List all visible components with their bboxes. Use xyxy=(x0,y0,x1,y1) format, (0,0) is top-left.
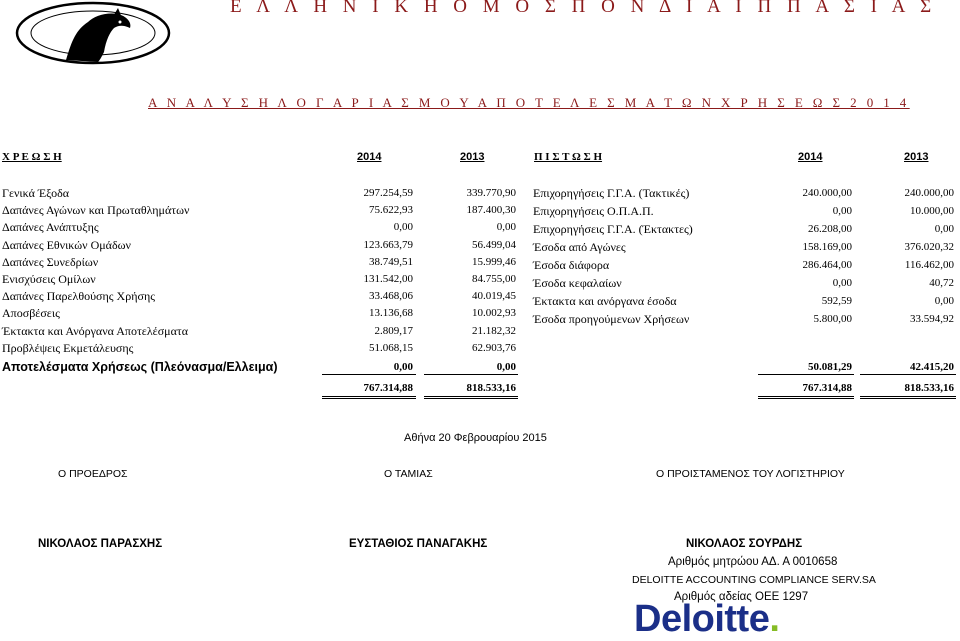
debit-row-2014: 13.136,68 xyxy=(369,307,413,319)
page-title: Ε Λ Λ Η Ν Ι Κ Η Ο Μ Ο Σ Π Ο Ν Δ Ι Α Ι Π Π Α Σ Ι Α Σ xyxy=(230,0,937,17)
debit-row-2014: 38.749,51 xyxy=(369,256,413,268)
debit-row-2013: 40.019,45 xyxy=(472,290,516,302)
credit-col-2014: 2014 xyxy=(798,151,823,163)
debit-total-2014: 767.314,88 xyxy=(363,382,413,394)
debit-row-2014: 75.622,93 xyxy=(369,204,413,216)
credit-row-label: Επιχορηγήσεις Ο.Π.Α.Π. xyxy=(533,204,654,218)
credit-row-2014: 0,00 xyxy=(832,205,852,217)
credit-result-2014: 50.081,29 xyxy=(808,361,852,373)
debit-row-2013: 21.182,32 xyxy=(472,325,516,337)
credit-result-rule-2013 xyxy=(860,374,956,375)
debit-col-2014: 2014 xyxy=(357,151,382,163)
credit-row-2013: 116.462,00 xyxy=(904,259,954,271)
credit-row-2013: 40,72 xyxy=(929,277,954,289)
debit-row-2013: 62.903,76 xyxy=(472,342,516,354)
credit-row-label: Έσοδα προηγούμενων Χρήσεων xyxy=(533,312,690,326)
debit-row-2013: 0,00 xyxy=(496,221,516,233)
credit-row-2014: 5.800,00 xyxy=(813,313,852,325)
debit-result-rule-2013 xyxy=(424,374,518,375)
debit-row-label: Δαπάνες Αγώνων και Πρωταθλημάτων xyxy=(2,203,190,217)
debit-total-double-rule-2014 xyxy=(322,396,416,399)
debit-row-label: Ενισχύσεις Ομίλων xyxy=(2,272,96,286)
credit-row-2013: 240.000,00 xyxy=(904,187,954,199)
credit-row-2013: 0,00 xyxy=(934,223,954,235)
credit-row-2013: 33.594,92 xyxy=(910,313,954,325)
debit-row-label: Δαπάνες Εθνικών Ομάδων xyxy=(2,238,131,252)
accountant-company: DELOITTE ACCOUNTING COMPLIANCE SERV.SA xyxy=(632,574,876,586)
debit-row-2014: 0,00 xyxy=(393,221,413,233)
debit-row-label: Γενικά Έξοδα xyxy=(2,186,70,200)
credit-row-label: Επιχορηγήσεις Γ.Γ.Α. (Τακτικές) xyxy=(533,186,690,200)
credit-row-label: Έσοδα διάφορα xyxy=(533,258,610,272)
debit-row-2014: 131.542,00 xyxy=(363,273,413,285)
name-president: ΝΙΚΟΛΑΟΣ ΠΑΡΑΣΧΗΣ xyxy=(38,538,163,550)
debit-total-2013: 818.533,16 xyxy=(466,382,516,394)
credit-row-2014: 240.000,00 xyxy=(802,187,852,199)
debit-row-label: Προβλέψεις Εκμετάλευσης xyxy=(2,341,134,355)
name-treasurer: ΕΥΣΤΑΘΙΟΣ ΠΑΝΑΓΑΚΗΣ xyxy=(349,538,488,550)
credit-row-2014: 0,00 xyxy=(832,277,852,289)
credit-row-label: Έσοδα από Αγώνες xyxy=(533,240,626,254)
debit-row-2014: 2.809,17 xyxy=(374,325,413,337)
credit-row-2013: 376.020,32 xyxy=(904,241,954,253)
role-accountant: Ο ΠΡΟΙΣΤΑΜΕΝΟΣ ΤΟΥ ΛΟΓΙΣΤΗΡΙΟΥ xyxy=(656,468,845,480)
role-treasurer: Ο ΤΑΜΙΑΣ xyxy=(384,468,433,480)
credit-total-double-rule-2014 xyxy=(758,396,854,399)
debit-result-rule-2014 xyxy=(322,374,416,375)
credit-row-2014: 158.169,00 xyxy=(802,241,852,253)
credit-row-2013: 10.000,00 xyxy=(910,205,954,217)
debit-row-2014: 297.254,59 xyxy=(363,187,413,199)
credit-total-2013: 818.533,16 xyxy=(904,382,954,394)
debit-row-2013: 84.755,00 xyxy=(472,273,516,285)
debit-row-2014: 123.663,79 xyxy=(363,239,413,251)
debit-result-2013: 0,00 xyxy=(496,361,516,373)
accountant-license: Αριθμός αδείας ΟΕΕ 1297 xyxy=(674,591,809,603)
deloitte-logo-text: Deloitte. xyxy=(634,598,780,640)
debit-row-2013: 10.002,93 xyxy=(472,307,516,319)
role-president: Ο ΠΡΟΕΔΡΟΣ xyxy=(58,468,128,480)
deloitte-dot: . xyxy=(769,598,780,640)
credit-row-label: Έκτακτα και ανόργανα έσοδα xyxy=(533,294,677,308)
debit-row-2013: 56.499,04 xyxy=(472,239,516,251)
debit-row-2013: 15.999,46 xyxy=(472,256,516,268)
credit-result-2013: 42.415,20 xyxy=(910,361,954,373)
debit-row-2014: 33.468,06 xyxy=(369,290,413,302)
credit-total-double-rule-2013 xyxy=(860,396,956,399)
report-subtitle: Α Ν Α Λ Υ Σ Η Λ Ο Γ Α Ρ Ι Α Σ Μ Ο Υ Α Π Ο Τ Ε Λ Ε Σ Μ Α Τ Ω Ν Χ Ρ Η Σ Ε Ω Σ 2 0 1 4 xyxy=(148,95,910,110)
debit-col-2013: 2013 xyxy=(460,151,485,163)
credit-row-2014: 592,59 xyxy=(821,295,852,307)
credit-row-2014: 26.208,00 xyxy=(808,223,852,235)
credit-heading: Π Ι Σ Τ Ω Σ Η xyxy=(534,151,603,163)
debit-row-2013: 339.770,90 xyxy=(466,187,516,199)
credit-row-2013: 0,00 xyxy=(934,295,954,307)
place-date: Αθήνα 20 Φεβρουαρίου 2015 xyxy=(404,432,547,444)
federation-logo-horse-icon xyxy=(14,0,172,66)
name-accountant: ΝΙΚΟΛΑΟΣ ΣΟΥΡΔΗΣ xyxy=(686,538,803,550)
debit-row-label: Έκτακτα και Ανόργανα Αποτελέσματα xyxy=(2,324,189,338)
debit-total-double-rule-2013 xyxy=(424,396,518,399)
deloitte-logo xyxy=(634,598,804,640)
credit-col-2013: 2013 xyxy=(904,151,929,163)
credit-row-2014: 286.464,00 xyxy=(802,259,852,271)
credit-row-label: Επιχορηγήσεις Γ.Γ.Α. (Έκτακτες) xyxy=(533,222,693,236)
result-label: Αποτελέσματα Χρήσεως (Πλεόνασμα/Ελλειμα) xyxy=(2,360,278,374)
debit-row-label: Δαπάνες Παρελθούσης Χρήσης xyxy=(2,289,155,303)
debit-heading: Χ Ρ Ε Ω Σ Η xyxy=(2,151,62,163)
debit-row-2013: 187.400,30 xyxy=(466,204,516,216)
credit-result-rule-2014 xyxy=(758,374,854,375)
credit-total-2014: 767.314,88 xyxy=(802,382,852,394)
credit-row-label: Έσοδα κεφαλαίων xyxy=(533,276,622,290)
debit-result-2014: 0,00 xyxy=(393,361,413,373)
debit-row-label: Αποσβέσεις xyxy=(2,306,60,320)
debit-row-2014: 51.068,15 xyxy=(369,342,413,354)
debit-row-label: Δαπάνες Συνεδρίων xyxy=(2,255,99,269)
accountant-registry: Αριθμός μητρώου ΑΔ. Α 0010658 xyxy=(668,556,838,568)
debit-row-label: Δαπάνες Ανάπτυξης xyxy=(2,220,99,234)
